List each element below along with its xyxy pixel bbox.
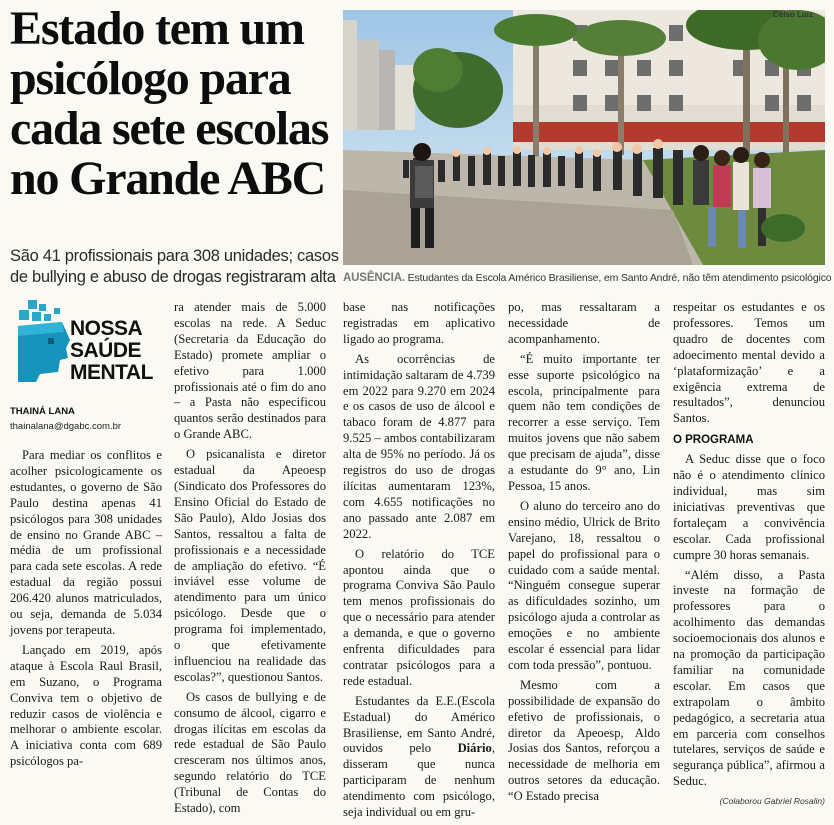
paragraph: base nas notificações registradas em aplicativo ligado ao programa.	[343, 300, 495, 346]
contributor-signoff: (Colaborou Gabriel Rosalin)	[719, 796, 825, 807]
logo-line-2: SAÚDE	[70, 339, 142, 362]
students-outside-school-photo	[343, 10, 825, 265]
author-email[interactable]: thainalana@dgabc.com.br	[10, 421, 122, 432]
paragraph: ra atender mais de 5.000 escolas na rede. A Seduc (Secretaria da Educação do Estado) promete ampliar o efetivo para 1.000 profissionais até o fim do ano – a Pasta não especificou quantos serão destinados para o Grande ABC.	[174, 300, 326, 442]
paragraph: O relatório do TCE apontou ainda que o programa Conviva São Paulo tem menos profissionais do que o necessário para atender a demanda, e que o governo enfrenta dificuldades para contratar psicólogos para a rede estadual.	[343, 546, 495, 688]
paragraph: po, mas ressaltaram a necessidade de acompanhamento.	[508, 300, 660, 346]
paragraph: Mesmo com a possibilidade de expansão do efetivo de profissionais, o diretor da Apeoesp, Aldo Josias dos Santos, reforçou a necessidade de melhoria em outros setores da educação. “O Estado precisa	[508, 677, 660, 804]
paragraph: A Seduc disse que o foco não é o atendimento clínico individual, mas sim iniciativas preventivas que fortaleçam a convivência escolar. Cada profissional cumpre 30 horas semanais.	[673, 452, 825, 562]
author-name: THAINÁ LANA	[10, 406, 75, 417]
paragraph: O psicanalista e diretor estadual da Apeoesp (Sindicato dos Professores do Ensino Oficial do Estado de São Paulo), Aldo Josias dos Santos, ressaltou a falta de profissionais e a necessidade de ampliação do efetivo. “É inviável esse volume de atendimento para um único psicólogo. Desde que o programa foi implementado, o que efetivamente influenciou na realidade das escolas?”, questionou Santos.	[174, 447, 326, 684]
paragraph: O aluno do terceiro ano do ensino médio, Ulrick de Brito Varejano, 18, ressaltou o papel do profissional para o cuidado com a saúde mental. “Ninguém consegue superar as dificuldades sozinho, um psicólogo ajuda a controlar as emoções e no ambiente escolar é essencial para lidar com toda pressão”, pontuou.	[508, 498, 660, 672]
article-column-3	[343, 300, 495, 825]
paragraph: Para mediar os conflitos e acolher psicologicamente os estudantes, o governo de São Paulo destina apenas 41 psicólogos para 308 unidades de ensino no Grande ABC – média de um profissional para cada sete escolas. A rede estadual da região possui 206.420 alunos matriculados, ou seja, demanda de 5.034 jovens por terapeuta.	[10, 448, 162, 637]
paragraph	[343, 694, 495, 821]
article-column-2	[174, 300, 326, 821]
caption-lead: AUSÊNCIA.	[343, 272, 405, 284]
caption-text: Estudantes da Escola Américo Brasiliense, em Santo André, não têm atendimento psicológico	[404, 272, 832, 284]
logo-line-1: NOSSA	[70, 317, 143, 340]
photo-credit: Celso Luiz	[772, 10, 813, 19]
article-column-1	[10, 448, 162, 774]
article-photo	[343, 10, 825, 265]
article-column-4	[508, 300, 660, 809]
text-run: , disseram que nunca participaram de nenhum atendimento com psicólogo, seja individual ou em gru-	[343, 741, 495, 820]
section-logo-text	[70, 318, 153, 384]
text-run: Estudantes da E.E.(Escola Estadual) do Américo Brasiliense, em Santo André, ouvidos pelo	[343, 693, 495, 756]
newspaper-name: Diário	[457, 741, 492, 756]
headline: Estado tem um psicólogo para cada sete escolas no Grande ABC	[10, 2, 329, 205]
logo-line-3: MENTAL	[70, 361, 153, 384]
paragraph: “É muito importante ter esse suporte psicológico na escola, principalmente para quem não tem condições de recorrer a esse serviço. Tem muitos jovens que não sabem que precisam de ajuda”, disse a estudante do 9° ano, Lin Pessoa, 15 anos.	[508, 351, 660, 493]
paragraph: Lançado em 2019, após ataque à Escola Raul Brasil, em Suzano, o Programa Conviva tem o objetivo de reduzir casos de violência e melhorar o ambiente escolar. A iniciativa conta com 689 psicólogos pa-	[10, 642, 162, 769]
paragraph: As ocorrências de intimidação saltaram de 4.739 em 2022 para 9.270 em 2024 e os casos de uso de álcool e tabaco foram de 4.877 para 9.525 – ambos contabilizaram alta de 95% no período. Já os registros do uso de drogas ilícitas aumentaram 123%, com 4.655 notificações no ano passado ante 2.087 em 2022.	[343, 351, 495, 541]
subheadline: São 41 profissionais para 308 unidades; casos de bullying e abuso de drogas registraram alta	[10, 247, 339, 286]
article-column-5	[673, 300, 825, 810]
photo-caption	[343, 272, 832, 284]
paragraph: Os casos de bullying e de consumo de álcool, cigarro e drogas ilícitas em escolas da rede estadual de São Paulo cresceram nos últimos anos, segundo relatório do TCE (Tribunal de Contas do Estado), com	[174, 689, 326, 816]
paragraph: respeitar os estudantes e os professores. Temos um quadro de docentes com adoecimento mental devido a ‘plataformização’ e a exigência extrema de resultados”, denunciou Santos.	[673, 300, 825, 426]
section-title: O PROGRAMA	[673, 434, 754, 447]
paragraph: “Além disso, a Pasta investe na formação de professores para o acolhimento das demandas socioemocionais dos alunos e na promoção da participação familiar na comunidade escolar. Em casos que extrapolam o âmbito pedagógico, a secretaria atua em parceria com conselhos tutelares, serviços de saúde e segurança pública”, afirmou a Seduc.	[673, 567, 825, 789]
